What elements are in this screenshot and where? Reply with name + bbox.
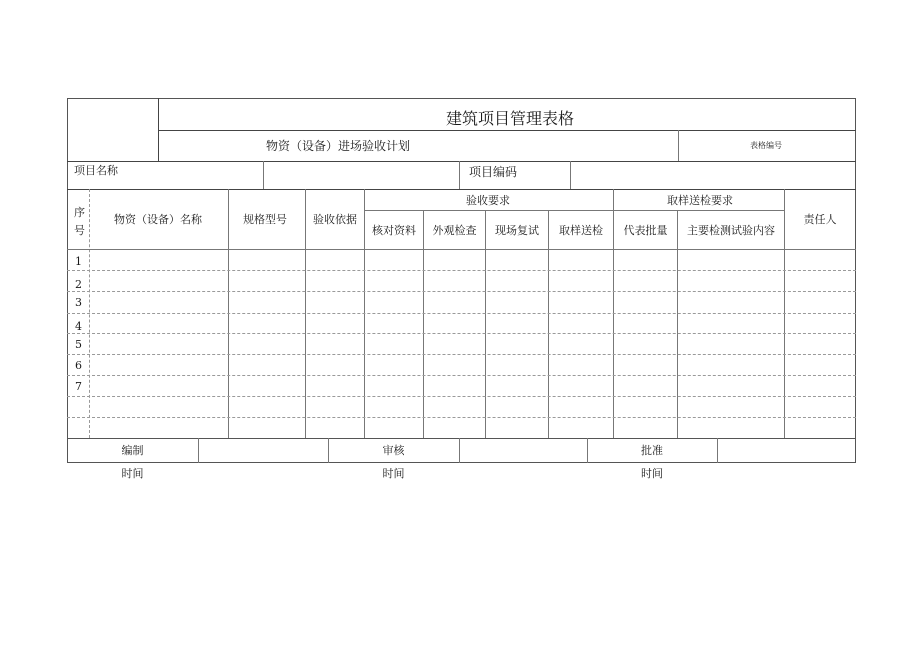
row-number: 1 [75, 255, 82, 268]
acc-col-header: 外观检查 [432, 224, 477, 237]
row-line [67, 270, 856, 271]
body-bottom [67, 438, 856, 439]
footer-divider [717, 438, 718, 463]
col-item-header: 物资（设备）名称 [114, 213, 202, 226]
form-subtitle: 物资（设备）进场验收计划 [266, 139, 411, 153]
row-number: 6 [75, 359, 82, 372]
col-responsible-header: 责任人 [803, 213, 837, 226]
form-frame [67, 98, 856, 463]
col-line-acc-2 [485, 210, 486, 438]
acc-col-header: 现场复试 [495, 224, 539, 237]
title-divider [158, 130, 856, 131]
row-number: 7 [75, 380, 82, 393]
time-label: 时间 [641, 467, 663, 480]
col-line-acc-3 [548, 210, 549, 438]
row-number: 5 [75, 338, 82, 351]
row-line [67, 313, 856, 314]
col-basis-header: 验收依据 [313, 213, 357, 226]
time-label: 时间 [121, 467, 144, 480]
review-label: 审核 [382, 444, 405, 457]
project-code-divider [459, 161, 460, 189]
row-line [67, 354, 856, 355]
row-number: 3 [75, 296, 82, 309]
footer-divider [459, 438, 460, 463]
prepared-label: 编制 [121, 444, 144, 457]
col-seq-header-2: 号 [74, 224, 85, 237]
row-number: 4 [75, 320, 82, 333]
sam-col-header: 主要检测试验内容 [687, 224, 775, 237]
group-sampling-header: 取样送检要求 [667, 194, 733, 207]
row-line [67, 333, 856, 334]
acc-col-header: 核对资料 [372, 224, 416, 237]
project-code-value-divider [570, 161, 571, 189]
form-number-label: 表格编号 [750, 141, 782, 150]
col-spec-header: 规格型号 [243, 213, 287, 226]
footer-divider [198, 438, 199, 463]
row-number: 2 [75, 278, 82, 291]
approve-label: 批准 [641, 444, 663, 457]
form-title: 建筑项目管理表格 [445, 109, 574, 128]
row-line [67, 396, 856, 397]
project-divider [67, 189, 856, 190]
group-header-divider [364, 210, 784, 211]
group-acceptance-header: 验收要求 [466, 194, 510, 207]
time-label: 时间 [382, 467, 405, 480]
col-line-acc-1 [423, 210, 424, 438]
row-line [67, 375, 856, 376]
col-line-sam-2 [677, 210, 678, 438]
subtitle-divider [67, 161, 856, 162]
project-name-label: 项目名称 [74, 164, 118, 177]
form-number-divider [678, 130, 679, 161]
col-seq-header-1: 序 [74, 206, 85, 219]
row-line [67, 417, 856, 418]
row-line [67, 291, 856, 292]
header-bottom [67, 249, 856, 250]
acc-col-header: 取样送检 [559, 224, 603, 237]
project-code-label: 项目编码 [469, 165, 518, 179]
project-name-value-divider [263, 161, 264, 189]
sam-col-header: 代表批量 [623, 224, 668, 237]
